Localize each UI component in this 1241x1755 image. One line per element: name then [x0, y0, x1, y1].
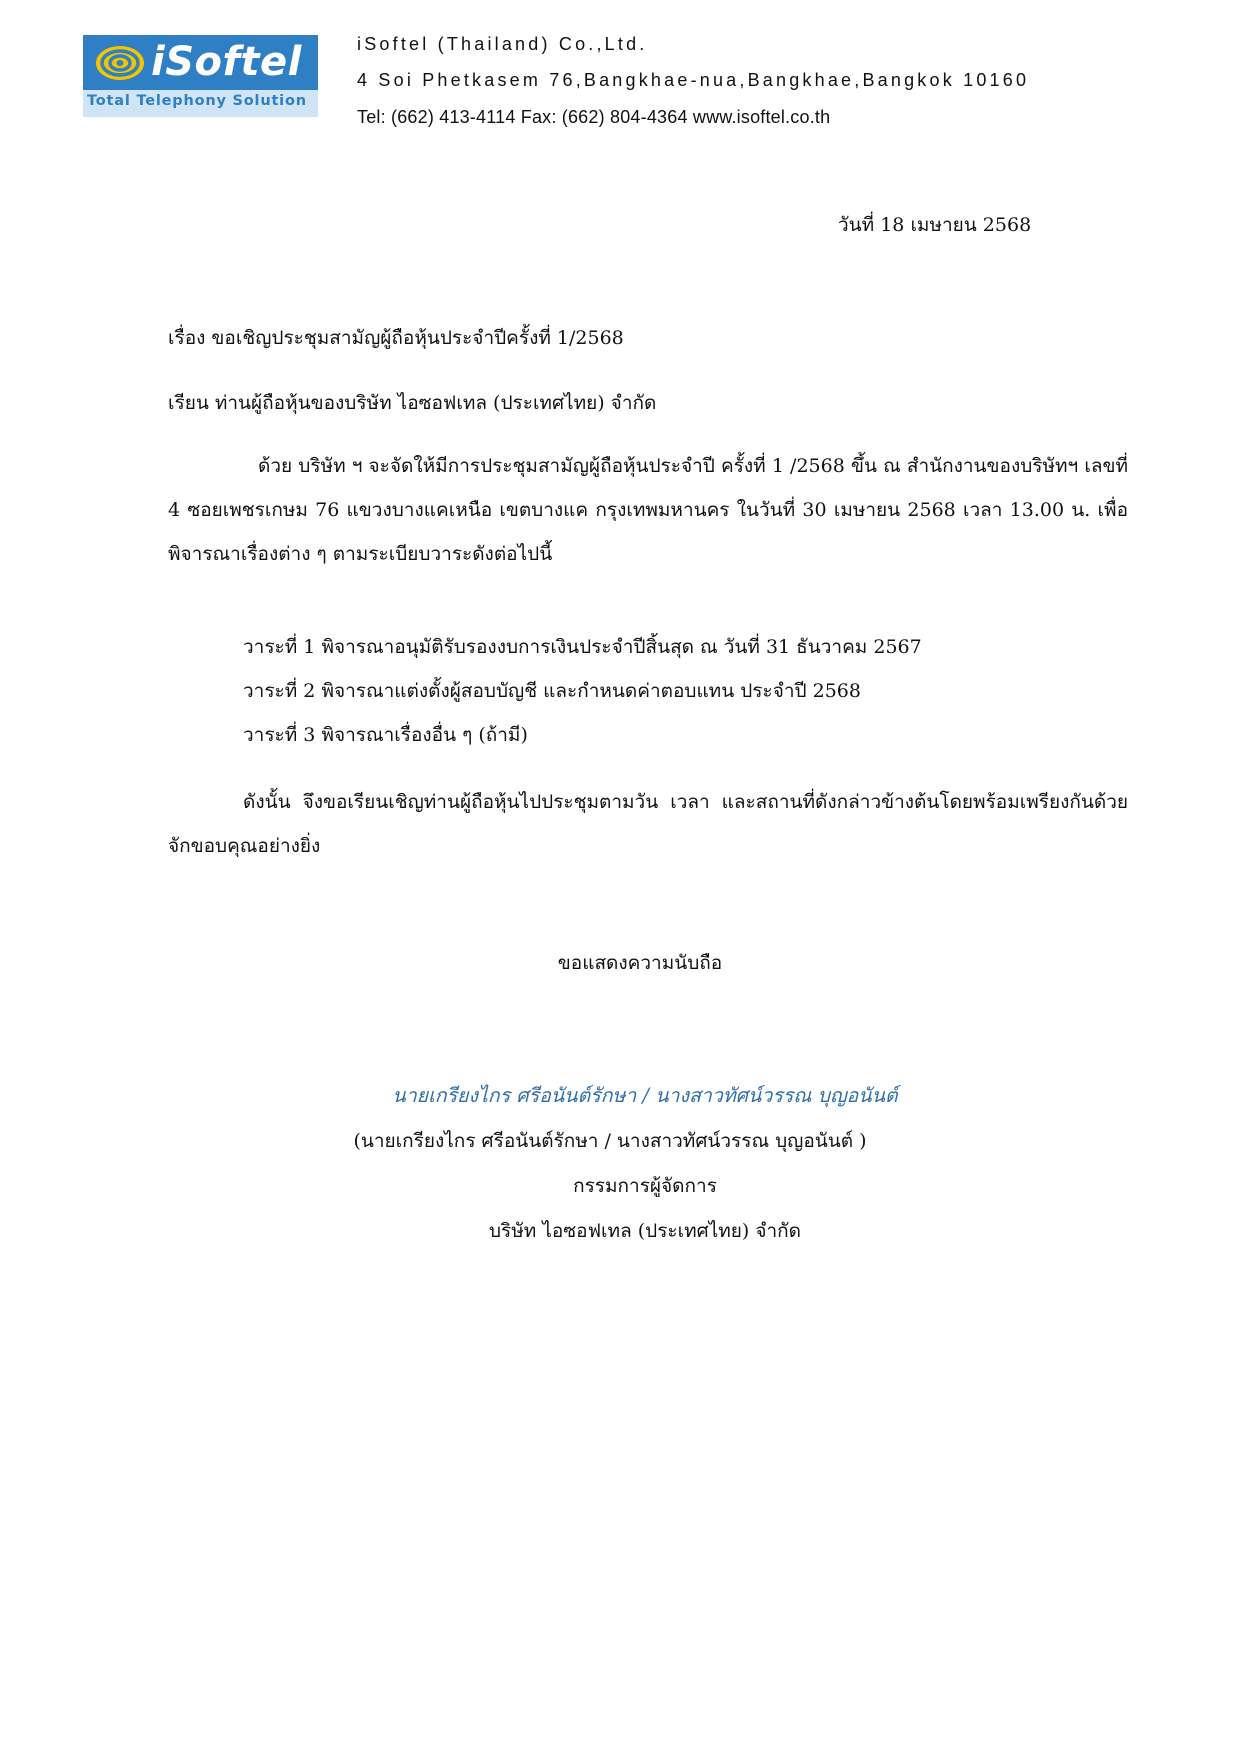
letter-body: ด้วย บริษัท ฯ จะจัดให้มีการประชุมสามัญผู้ถือหุ้นประจำปี ครั้งที่ 1 /2568 ขึ้น ณ สำนักงานของบริษัทฯ เลขที่ 4 ซอยเพชรเกษม 76 แขวงบางแคเหนือ เขตบางแค กรุงเทพมหานคร ในวันที่ 30 เมษายน 2568 เวลา 13.00 น. เพื่อพิจารณาเรื่องต่าง ๆ ตามระเบียบวาระดังต่อไปนี้ — [168, 455, 1128, 565]
agenda-item-3: วาระที่ 3 พิจารณาเรื่องอื่น ๆ (ถ้ามี) — [243, 724, 528, 746]
letter-closing: ดังนั้น จึงขอเรียนเชิญท่านผู้ถือหุ้นไปประชุมตามวัน เวลา และสถานที่ดังกล่าวข้างต้นโดยพร้อมเพรียงกันด้วย จักขอบคุณอย่างยิ่ง — [168, 791, 1128, 857]
company-address: 4 Soi Phetkasem 76,Bangkhae-nua,Bangkhae,Bangkok 10160 — [357, 70, 1030, 90]
wave-icon — [93, 43, 147, 83]
letter-regards: ขอแสดงความนับถือ — [557, 952, 723, 974]
signer-title: กรรมการผู้จัดการ — [573, 1175, 717, 1197]
company-contact: Tel: (662) 413-4114 Fax: (662) 804-4364 www.isoftel.co.th — [357, 107, 831, 127]
letter-date: วันที่ 18 เมษายน 2568 — [838, 214, 1032, 236]
signature: นายเกรียงไกร ศรีอนันต์รักษา / นางสาวทัศน์วรรณ บุญอนันต์ — [392, 1084, 898, 1107]
company-logo — [83, 35, 318, 117]
signer-company: บริษัท ไอซอฟเทล (ประเทศไทย) จำกัด — [488, 1220, 802, 1242]
letter-subject: เรื่อง ขอเชิญประชุมสามัญผู้ถือหุ้นประจำปีครั้งที่ 1/2568 — [168, 327, 624, 349]
agenda-item-1: วาระที่ 1 พิจารณาอนุมัติรับรองงบการเงินประจำปีสิ้นสุด ณ วันที่ 31 ธันวาคม 2567 — [243, 636, 922, 658]
signer-name: (นายเกรียงไกร ศรีอนันต์รักษา / นางสาวทัศน์วรรณ บุญอนันต์ ) — [353, 1130, 867, 1152]
logo-wordmark: iSoftel — [151, 39, 302, 85]
logo-tagline: Total Telephony Solution — [87, 93, 307, 109]
letter-salutation: เรียน ท่านผู้ถือหุ้นของบริษัท ไอซอฟเทล (ประเทศไทย) จำกัด — [168, 392, 657, 414]
agenda-item-2: วาระที่ 2 พิจารณาแต่งตั้งผู้สอบบัญชี และกำหนดค่าตอบแทน ประจำปี 2568 — [243, 680, 861, 702]
logo-banner — [83, 35, 318, 90]
company-name: iSoftel (Thailand) Co.,Ltd. — [357, 34, 648, 54]
